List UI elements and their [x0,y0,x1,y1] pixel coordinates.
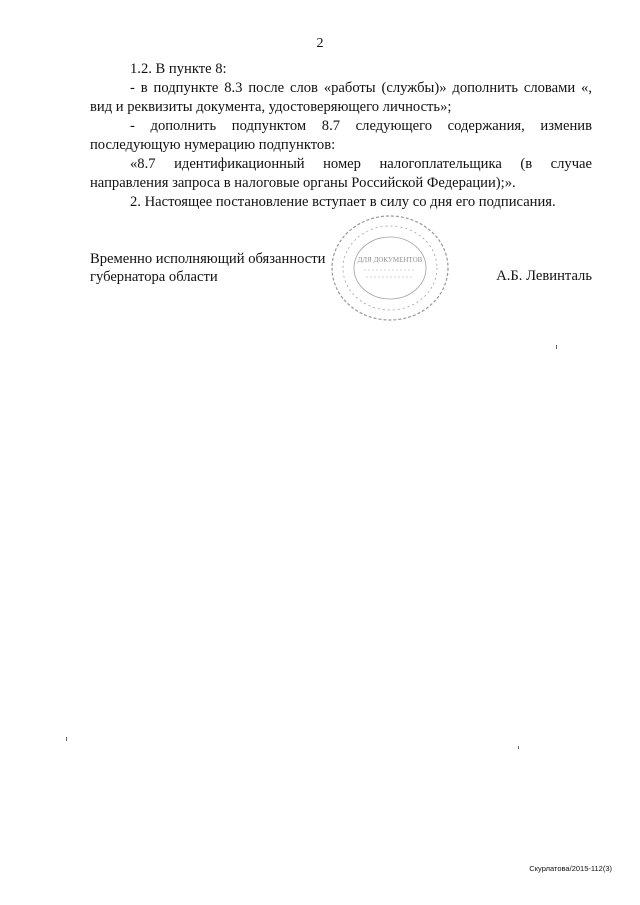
scan-speck [556,345,557,349]
document-body [90,60,592,212]
signatory-position [90,250,325,286]
page-number: 2 [316,36,324,51]
scan-speck [518,746,519,749]
signatory-name: А.Б. Левинталь [496,268,592,284]
paragraph-clause-1-2: 1.2. В пункте 8: [130,61,227,77]
paragraph-add-subclause: - дополнить подпунктом 8.7 следующего содержания, изменив последующую нумерацию подпунктов: [90,118,592,153]
paragraph-subclause-8-3: - в подпункте 8.3 после слов «работы (службы)» дополнить словами «, вид и реквизиты документа, удостоверяющего личность»; [90,80,592,115]
paragraph-effective-date: 2. Настоящее постановление вступает в силу со дня его подписания. [130,194,556,210]
signatory-position-line2: губернатора области [90,269,218,285]
official-seal-stamp [322,210,452,330]
stamp-text: ДЛЯ ДОКУМЕНТОВ [357,256,423,264]
footer-document-code: Скурлатова/2015-112(3) [529,864,612,873]
scan-speck [66,737,67,741]
signatory-position-line1: Временно исполняющий обязанности [90,251,326,267]
paragraph-subclause-8-7: «8.7 идентификационный номер налогоплательщика (в случае направления запроса в налоговые органы Российской Федерации);». [90,156,592,191]
